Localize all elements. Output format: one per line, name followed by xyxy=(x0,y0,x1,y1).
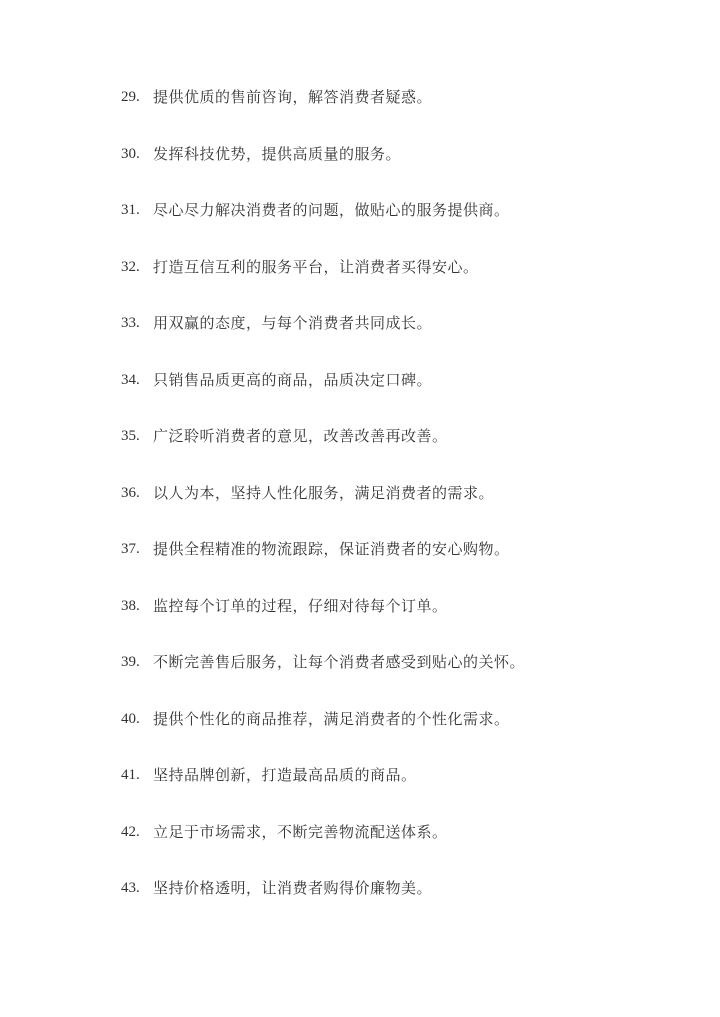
item-text: 立足于市场需求，不断完善物流配送体系。 xyxy=(153,822,448,841)
list-item xyxy=(121,369,681,426)
list-item xyxy=(121,143,681,200)
list-item xyxy=(121,821,681,878)
list-item xyxy=(121,877,681,934)
item-number: 42. xyxy=(121,823,140,840)
item-text: 用双赢的态度，与每个消费者共同成长。 xyxy=(153,314,433,332)
list-item xyxy=(121,199,681,256)
list-item xyxy=(121,595,681,652)
item-text: 打造互信互利的服务平台，让消费者买得安心。 xyxy=(153,257,479,276)
list-item xyxy=(121,482,681,539)
item-number: 29. xyxy=(121,89,140,105)
item-number: 33. xyxy=(121,315,140,331)
item-text: 尽心尽力解决消费者的问题，做贴心的服务提供商。 xyxy=(153,201,510,219)
item-number: 39. xyxy=(121,654,140,670)
list-item xyxy=(121,86,681,143)
item-text: 监控每个订单的过程，仔细对待每个订单。 xyxy=(153,596,448,615)
item-text: 提供全程精准的物流跟踪，保证消费者的安心购物。 xyxy=(153,540,510,558)
item-number: 40. xyxy=(121,710,140,727)
list-item xyxy=(121,651,681,708)
item-number: 31. xyxy=(121,202,140,218)
item-number: 32. xyxy=(121,258,140,275)
numbered-list xyxy=(121,86,681,934)
item-text: 发挥科技优势，提供高质量的服务。 xyxy=(153,144,402,163)
list-item xyxy=(121,425,681,482)
item-number: 43. xyxy=(121,880,140,896)
item-text: 坚持品牌创新，打造最高品质的商品。 xyxy=(153,766,417,784)
item-text: 坚持价格透明，让消费者购得价廉物美。 xyxy=(153,879,433,897)
item-number: 34. xyxy=(121,371,140,388)
list-item xyxy=(121,256,681,313)
item-text: 以人为本，坚持人性化服务，满足消费者的需求。 xyxy=(153,483,495,502)
item-text: 只销售品质更高的商品，品质决定口碑。 xyxy=(153,370,433,389)
item-number: 41. xyxy=(121,767,140,783)
item-text: 不断完善售后服务，让每个消费者感受到贴心的关怀。 xyxy=(153,653,526,671)
item-text: 广泛聆听消费者的意见，改善改善再改善。 xyxy=(153,427,448,445)
item-number: 35. xyxy=(121,428,140,444)
item-text: 提供个性化的商品推荐，满足消费者的个性化需求。 xyxy=(153,709,510,728)
item-number: 30. xyxy=(121,145,140,162)
list-item xyxy=(121,312,681,369)
item-number: 38. xyxy=(121,597,140,614)
list-item xyxy=(121,708,681,765)
list-item xyxy=(121,764,681,821)
item-number: 36. xyxy=(121,484,140,501)
list-item xyxy=(121,538,681,595)
item-text: 提供优质的售前咨询，解答消费者疑惑。 xyxy=(153,88,433,106)
item-number: 37. xyxy=(121,541,140,557)
